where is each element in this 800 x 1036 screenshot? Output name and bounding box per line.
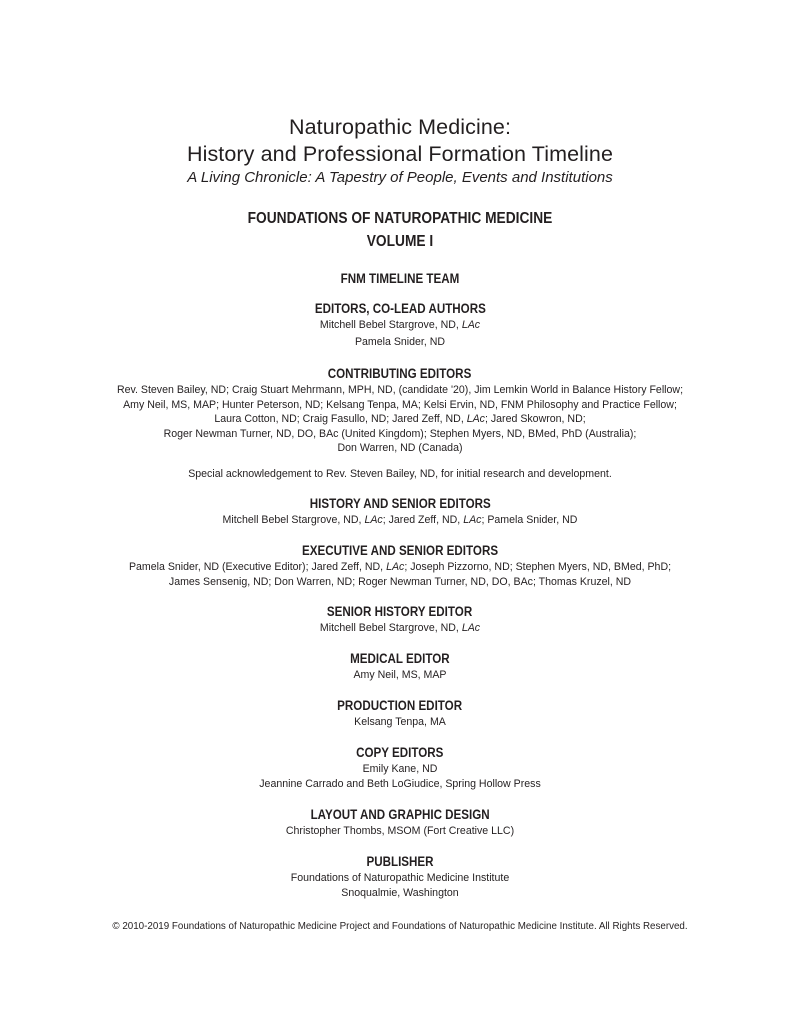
layout-section <box>0 806 800 839</box>
senior-history-section <box>0 603 800 636</box>
team-section <box>0 270 800 288</box>
medical-section <box>0 650 800 683</box>
copy-heading: COPY EDITORS <box>356 745 444 760</box>
contributing-line-1: Rev. Steven Bailey, ND; Craig Stuart Mehrmann, MPH, ND, (candidate '20), Jim Lemkin World in Balance History Fellow; <box>116 384 684 396</box>
copyright-notice: © 2010-2019 Foundations of Naturopathic Medicine Project and Foundations of Naturopathic Medicine Institute. All Rights Reserved. <box>112 921 688 932</box>
editors-line-1: Mitchell Bebel Stargrove, ND, LAc <box>319 319 481 331</box>
executive-line-1: Pamela Snider, ND (Executive Editor); Jared Zeff, ND, LAc; Joseph Pizzorno, ND; Stephen Myers, ND, BMed, PhD; <box>128 561 672 573</box>
editors-heading: EDITORS, CO-LEAD AUTHORS <box>314 301 486 316</box>
production-section <box>0 697 800 730</box>
acknowledgement-section <box>0 467 800 482</box>
editors-section <box>0 300 800 349</box>
contributing-line-5: Don Warren, ND (Canada) <box>337 442 463 455</box>
main-title-line-2: History and Professional Formation Timeline <box>186 142 614 166</box>
medical-line: Amy Neil, MS, MAP <box>353 669 447 681</box>
publisher-section <box>0 853 800 900</box>
layout-line: Christopher Thombs, MSOM (Fort Creative LLC) <box>285 825 515 837</box>
medical-heading: MEDICAL EDITOR <box>350 651 450 666</box>
subtitle: A Living Chronicle: A Tapestry of People, Events and Institutions <box>187 169 613 186</box>
title-block <box>0 114 800 187</box>
history-senior-section <box>0 495 800 528</box>
acknowledgement-text: Special acknowledgement to Rev. Steven Bailey, ND, for initial research and development. <box>188 468 612 480</box>
copy-line-1: Emily Kane, ND <box>362 763 438 775</box>
contributing-line-3: Laura Cotton, ND; Craig Fasullo, ND; Jared Zeff, ND, LAc; Jared Skowron, ND; <box>214 413 586 426</box>
copy-line-2: Jeannine Carrado and Beth LoGiudice, Spring Hollow Press <box>259 777 541 790</box>
history-senior-line: Mitchell Bebel Stargrove, ND, LAc; Jared Zeff, ND, LAc; Pamela Snider, ND <box>222 514 578 526</box>
series-title-line-2: VOLUME I <box>366 233 434 250</box>
production-heading: PRODUCTION EDITOR <box>337 698 463 713</box>
contributing-line-2: Amy Neil, MS, MAP; Hunter Peterson, ND; Kelsang Tenpa, MA; Kelsi Ervin, ND, FNM Philosophy and Practice Fellow; <box>123 398 677 411</box>
main-title-line-1: Naturopathic Medicine: <box>288 115 512 139</box>
contributing-section <box>0 365 800 456</box>
copy-section <box>0 744 800 791</box>
editors-line-2: Pamela Snider, ND <box>354 335 446 348</box>
series-title <box>0 207 800 253</box>
senior-history-heading: SENIOR HISTORY EDITOR <box>327 604 473 619</box>
executive-section <box>0 542 800 589</box>
contributing-line-4: Roger Newman Turner, ND, DO, BAc (United Kingdom); Stephen Myers, ND, BMed, PhD (Australia); <box>163 427 637 440</box>
publisher-line-1: Foundations of Naturopathic Medicine Institute <box>290 872 510 884</box>
history-senior-heading: HISTORY AND SENIOR EDITORS <box>309 496 491 511</box>
senior-history-line: Mitchell Bebel Stargrove, ND, LAc <box>319 622 481 634</box>
executive-line-2: James Sensenig, ND; Don Warren, ND; Roger Newman Turner, ND, DO, BAc; Thomas Kruzel, ND <box>168 575 632 588</box>
executive-heading: EXECUTIVE AND SENIOR EDITORS <box>301 543 499 558</box>
publisher-line-2: Snoqualmie, Washington <box>341 886 459 899</box>
layout-heading: LAYOUT AND GRAPHIC DESIGN <box>310 807 490 822</box>
series-title-line-1: FOUNDATIONS OF NATUROPATHIC MEDICINE <box>247 210 553 227</box>
contributing-heading: CONTRIBUTING EDITORS <box>328 366 472 381</box>
team-heading: FNM TIMELINE TEAM <box>340 271 460 286</box>
production-line: Kelsang Tenpa, MA <box>354 716 446 728</box>
publisher-heading: PUBLISHER <box>366 854 434 869</box>
